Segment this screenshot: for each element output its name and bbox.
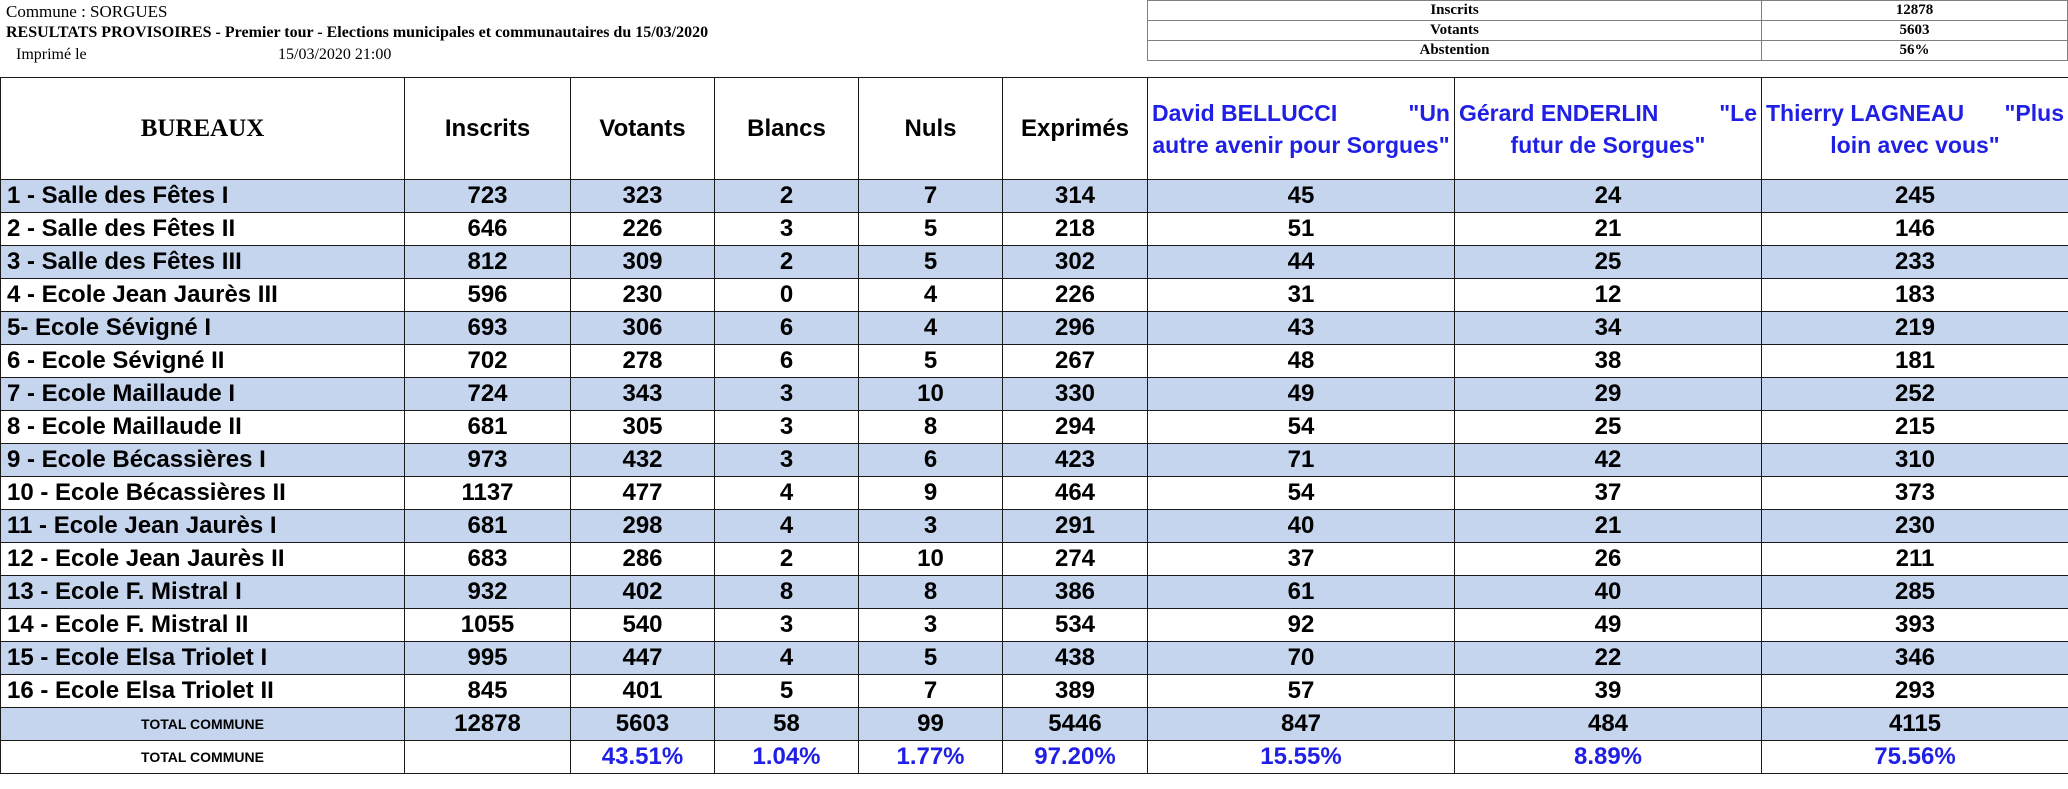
lagneau-cell: 230 xyxy=(1762,510,2068,543)
enderlin-cell: 25 xyxy=(1455,246,1762,279)
summary-row-inscrits xyxy=(1148,1,2068,21)
commune-label: Commune : SORGUES xyxy=(6,2,168,21)
exprimes-cell: 534 xyxy=(1003,609,1148,642)
exprimes-cell: 464 xyxy=(1003,477,1148,510)
exprimes-cell: 438 xyxy=(1003,642,1148,675)
table-row xyxy=(1,675,2068,708)
enderlin-cell: 40 xyxy=(1455,576,1762,609)
printed-label: Imprimé le xyxy=(16,46,87,63)
nuls-cell: 4 xyxy=(859,279,1003,312)
candidate-name: David BELLUCCI xyxy=(1152,99,1338,126)
table-row xyxy=(1,246,2068,279)
exprimes-cell: 389 xyxy=(1003,675,1148,708)
lagneau-cell: 293 xyxy=(1762,675,2068,708)
lagneau-cell: 252 xyxy=(1762,378,2068,411)
candidate-name: Thierry LAGNEAU xyxy=(1766,99,1965,126)
printed-date: 15/03/2020 21:00 xyxy=(278,46,392,63)
summary-value: 5603 xyxy=(1762,21,2068,41)
lagneau-cell: 285 xyxy=(1762,576,2068,609)
inscrits-cell: 693 xyxy=(405,312,571,345)
enderlin-cell: 21 xyxy=(1455,510,1762,543)
exprimes-cell: 302 xyxy=(1003,246,1148,279)
bellucci-cell: 54 xyxy=(1148,477,1455,510)
lagneau-cell: 4115 xyxy=(1762,708,2068,741)
exprimes-cell: 314 xyxy=(1003,180,1148,213)
inscrits-cell: 1055 xyxy=(405,609,571,642)
column-header-inscrits: Inscrits xyxy=(405,78,571,180)
lagneau-cell: 219 xyxy=(1762,312,2068,345)
bureau-name: 12 - Ecole Jean Jaurès II xyxy=(1,543,405,576)
bellucci-cell: 37 xyxy=(1148,543,1455,576)
summary-label: Inscrits xyxy=(1148,1,1762,21)
blancs-cell: 4 xyxy=(715,510,859,543)
bellucci-cell: 48 xyxy=(1148,345,1455,378)
total-row xyxy=(1,708,2068,741)
exprimes-cell: 386 xyxy=(1003,576,1148,609)
blancs-cell: 3 xyxy=(715,609,859,642)
table-row xyxy=(1,477,2068,510)
inscrits-cell: 702 xyxy=(405,345,571,378)
blancs-cell: 1.04% xyxy=(715,741,859,774)
summary-label: Abstention xyxy=(1148,41,1762,61)
lagneau-cell: 393 xyxy=(1762,609,2068,642)
summary-row-votants xyxy=(1148,21,2068,41)
table-row xyxy=(1,213,2068,246)
candidate-list-start: "Le xyxy=(1719,99,1757,126)
bellucci-cell: 57 xyxy=(1148,675,1455,708)
lagneau-cell: 146 xyxy=(1762,213,2068,246)
inscrits-cell: 724 xyxy=(405,378,571,411)
summary-value: 56% xyxy=(1762,41,2068,61)
exprimes-cell: 330 xyxy=(1003,378,1148,411)
nuls-cell: 5 xyxy=(859,213,1003,246)
votants-cell: 323 xyxy=(571,180,715,213)
bellucci-cell: 51 xyxy=(1148,213,1455,246)
table-row xyxy=(1,609,2068,642)
enderlin-cell: 29 xyxy=(1455,378,1762,411)
bureau-name: 2 - Salle des Fêtes II xyxy=(1,213,405,246)
inscrits-cell: 681 xyxy=(405,510,571,543)
blancs-cell: 3 xyxy=(715,411,859,444)
column-header-nuls: Nuls xyxy=(859,78,1003,180)
inscrits-cell: 812 xyxy=(405,246,571,279)
bureau-name: 8 - Ecole Maillaude II xyxy=(1,411,405,444)
nuls-cell: 6 xyxy=(859,444,1003,477)
bellucci-cell: 45 xyxy=(1148,180,1455,213)
bureau-name: 10 - Ecole Bécassières II xyxy=(1,477,405,510)
bureau-name: 15 - Ecole Elsa Triolet I xyxy=(1,642,405,675)
exprimes-cell: 291 xyxy=(1003,510,1148,543)
nuls-cell: 1.77% xyxy=(859,741,1003,774)
inscrits-cell: 683 xyxy=(405,543,571,576)
inscrits-cell: 995 xyxy=(405,642,571,675)
percent-row xyxy=(1,741,2068,774)
table-row xyxy=(1,411,2068,444)
blancs-cell: 4 xyxy=(715,477,859,510)
lagneau-cell: 346 xyxy=(1762,642,2068,675)
nuls-cell: 3 xyxy=(859,510,1003,543)
inscrits-cell: 723 xyxy=(405,180,571,213)
column-header-candidate-lagneau xyxy=(1762,78,2068,180)
blancs-cell: 8 xyxy=(715,576,859,609)
bellucci-cell: 49 xyxy=(1148,378,1455,411)
inscrits-cell: 973 xyxy=(405,444,571,477)
enderlin-cell: 24 xyxy=(1455,180,1762,213)
inscrits-cell: 596 xyxy=(405,279,571,312)
exprimes-cell: 294 xyxy=(1003,411,1148,444)
header-row xyxy=(1,78,2068,180)
bellucci-cell: 847 xyxy=(1148,708,1455,741)
lagneau-cell: 245 xyxy=(1762,180,2068,213)
table-row xyxy=(1,642,2068,675)
bellucci-cell: 71 xyxy=(1148,444,1455,477)
nuls-cell: 8 xyxy=(859,576,1003,609)
lagneau-cell: 181 xyxy=(1762,345,2068,378)
bureau-name: 4 - Ecole Jean Jaurès III xyxy=(1,279,405,312)
nuls-cell: 99 xyxy=(859,708,1003,741)
candidate-name: Gérard ENDERLIN xyxy=(1459,99,1659,126)
nuls-cell: 3 xyxy=(859,609,1003,642)
column-header-bureaux: BUREAUX xyxy=(1,78,405,180)
enderlin-cell: 49 xyxy=(1455,609,1762,642)
bellucci-cell: 54 xyxy=(1148,411,1455,444)
enderlin-cell: 34 xyxy=(1455,312,1762,345)
nuls-cell: 7 xyxy=(859,675,1003,708)
bureau-name: 11 - Ecole Jean Jaurès I xyxy=(1,510,405,543)
votants-cell: 477 xyxy=(571,477,715,510)
lagneau-cell: 310 xyxy=(1762,444,2068,477)
blancs-cell: 3 xyxy=(715,378,859,411)
enderlin-cell: 39 xyxy=(1455,675,1762,708)
votants-cell: 540 xyxy=(571,609,715,642)
column-header-candidate-bellucci xyxy=(1148,78,1455,180)
inscrits-cell xyxy=(405,741,571,774)
blancs-cell: 58 xyxy=(715,708,859,741)
lagneau-cell: 75.56% xyxy=(1762,741,2068,774)
results-table xyxy=(0,77,2068,774)
nuls-cell: 5 xyxy=(859,246,1003,279)
votants-cell: 402 xyxy=(571,576,715,609)
votants-cell: 343 xyxy=(571,378,715,411)
bellucci-cell: 61 xyxy=(1148,576,1455,609)
bureau-name: 6 - Ecole Sévigné II xyxy=(1,345,405,378)
inscrits-cell: 681 xyxy=(405,411,571,444)
bellucci-cell: 40 xyxy=(1148,510,1455,543)
table-row xyxy=(1,378,2068,411)
votants-cell: 298 xyxy=(571,510,715,543)
enderlin-cell: 26 xyxy=(1455,543,1762,576)
candidate-list-end: loin avec vous" xyxy=(1830,131,2000,158)
printed-info xyxy=(16,46,392,64)
inscrits-cell: 646 xyxy=(405,213,571,246)
summary-table xyxy=(1147,0,2068,61)
table-row xyxy=(1,444,2068,477)
blancs-cell: 5 xyxy=(715,675,859,708)
bureau-name: 13 - Ecole F. Mistral I xyxy=(1,576,405,609)
lagneau-cell: 215 xyxy=(1762,411,2068,444)
lagneau-cell: 233 xyxy=(1762,246,2068,279)
column-header-exprimes: Exprimés xyxy=(1003,78,1148,180)
blancs-cell: 6 xyxy=(715,345,859,378)
votants-cell: 401 xyxy=(571,675,715,708)
enderlin-cell: 25 xyxy=(1455,411,1762,444)
exprimes-cell: 226 xyxy=(1003,279,1148,312)
summary-value: 12878 xyxy=(1762,1,2068,21)
bureau-name: 16 - Ecole Elsa Triolet II xyxy=(1,675,405,708)
candidate-list-start: "Un xyxy=(1408,99,1450,126)
inscrits-cell: 932 xyxy=(405,576,571,609)
bureau-name: 9 - Ecole Bécassières I xyxy=(1,444,405,477)
candidate-list-start: "Plus xyxy=(2004,99,2064,126)
nuls-cell: 5 xyxy=(859,642,1003,675)
enderlin-cell: 484 xyxy=(1455,708,1762,741)
lagneau-cell: 373 xyxy=(1762,477,2068,510)
exprimes-cell: 218 xyxy=(1003,213,1148,246)
nuls-cell: 8 xyxy=(859,411,1003,444)
exprimes-cell: 423 xyxy=(1003,444,1148,477)
votants-cell: 447 xyxy=(571,642,715,675)
summary-row-abstention xyxy=(1148,41,2068,61)
table-row xyxy=(1,576,2068,609)
enderlin-cell: 38 xyxy=(1455,345,1762,378)
summary-label: Votants xyxy=(1148,21,1762,41)
votants-cell: 226 xyxy=(571,213,715,246)
table-row xyxy=(1,279,2068,312)
bellucci-cell: 92 xyxy=(1148,609,1455,642)
exprimes-cell: 296 xyxy=(1003,312,1148,345)
exprimes-cell: 267 xyxy=(1003,345,1148,378)
enderlin-cell: 37 xyxy=(1455,477,1762,510)
blancs-cell: 6 xyxy=(715,312,859,345)
bellucci-cell: 31 xyxy=(1148,279,1455,312)
votants-cell: 278 xyxy=(571,345,715,378)
column-header-candidate-enderlin xyxy=(1455,78,1762,180)
bellucci-cell: 70 xyxy=(1148,642,1455,675)
nuls-cell: 4 xyxy=(859,312,1003,345)
candidate-list-end: autre avenir pour Sorgues" xyxy=(1152,131,1450,158)
votants-cell: 309 xyxy=(571,246,715,279)
bureau-name: TOTAL COMMUNE xyxy=(1,708,405,741)
blancs-cell: 2 xyxy=(715,543,859,576)
candidate-list-end: futur de Sorgues" xyxy=(1510,131,1706,158)
table-row xyxy=(1,543,2068,576)
table-row xyxy=(1,312,2068,345)
bureau-name: 14 - Ecole F. Mistral II xyxy=(1,609,405,642)
blancs-cell: 2 xyxy=(715,180,859,213)
lagneau-cell: 211 xyxy=(1762,543,2068,576)
table-row xyxy=(1,180,2068,213)
votants-cell: 432 xyxy=(571,444,715,477)
exprimes-cell: 5446 xyxy=(1003,708,1148,741)
nuls-cell: 10 xyxy=(859,543,1003,576)
blancs-cell: 3 xyxy=(715,444,859,477)
exprimes-cell: 274 xyxy=(1003,543,1148,576)
nuls-cell: 9 xyxy=(859,477,1003,510)
results-body xyxy=(1,180,2068,774)
blancs-cell: 2 xyxy=(715,246,859,279)
bureau-name: TOTAL COMMUNE xyxy=(1,741,405,774)
enderlin-cell: 22 xyxy=(1455,642,1762,675)
table-row xyxy=(1,510,2068,543)
blancs-cell: 4 xyxy=(715,642,859,675)
column-header-votants: Votants xyxy=(571,78,715,180)
enderlin-cell: 42 xyxy=(1455,444,1762,477)
bureau-name: 7 - Ecole Maillaude I xyxy=(1,378,405,411)
enderlin-cell: 8.89% xyxy=(1455,741,1762,774)
bellucci-cell: 44 xyxy=(1148,246,1455,279)
bureau-name: 5- Ecole Sévigné I xyxy=(1,312,405,345)
votants-cell: 305 xyxy=(571,411,715,444)
column-header-blancs: Blancs xyxy=(715,78,859,180)
exprimes-cell: 97.20% xyxy=(1003,741,1148,774)
votants-cell: 306 xyxy=(571,312,715,345)
nuls-cell: 10 xyxy=(859,378,1003,411)
blancs-cell: 3 xyxy=(715,213,859,246)
table-row xyxy=(1,345,2068,378)
inscrits-cell: 1137 xyxy=(405,477,571,510)
bellucci-cell: 43 xyxy=(1148,312,1455,345)
nuls-cell: 5 xyxy=(859,345,1003,378)
votants-cell: 43.51% xyxy=(571,741,715,774)
bureau-name: 1 - Salle des Fêtes I xyxy=(1,180,405,213)
lagneau-cell: 183 xyxy=(1762,279,2068,312)
votants-cell: 230 xyxy=(571,279,715,312)
inscrits-cell: 12878 xyxy=(405,708,571,741)
bellucci-cell: 15.55% xyxy=(1148,741,1455,774)
votants-cell: 286 xyxy=(571,543,715,576)
enderlin-cell: 21 xyxy=(1455,213,1762,246)
enderlin-cell: 12 xyxy=(1455,279,1762,312)
inscrits-cell: 845 xyxy=(405,675,571,708)
page-title: RESULTATS PROVISOIRES - Premier tour - Elections municipales et communautaires du 15/03/2020 xyxy=(6,24,709,41)
votants-cell: 5603 xyxy=(571,708,715,741)
bureau-name: 3 - Salle des Fêtes III xyxy=(1,246,405,279)
blancs-cell: 0 xyxy=(715,279,859,312)
nuls-cell: 7 xyxy=(859,180,1003,213)
